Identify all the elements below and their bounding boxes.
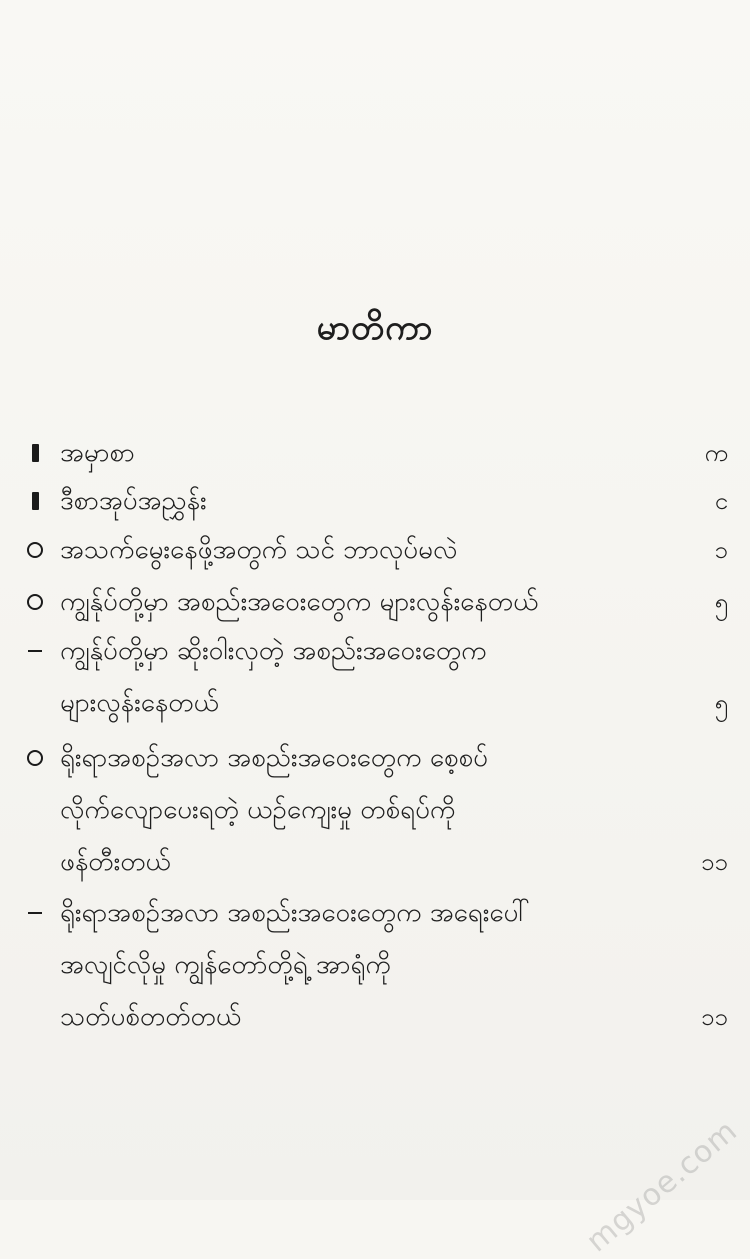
toc-entry-text: ရိုးရာအစဉ်အလာ အစည်းအဝေးတွေက အရေးပေါ်: [60, 898, 531, 928]
toc-page-number: ၁: [714, 536, 728, 564]
toc-entry-text: များလွန်းနေတယ်: [60, 688, 219, 718]
circle-bullet-icon: [22, 587, 48, 617]
toc-page-number: င: [714, 487, 728, 515]
dash-bullet-icon: [22, 898, 48, 928]
toc-entry-text: အသက်မွေးနေဖို့အတွက် သင် ဘာလုပ်မလဲ: [60, 535, 458, 565]
circle-bullet-icon: [22, 535, 48, 565]
toc-entry-text: ရိုးရာအစဉ်အလာ အစည်းအဝေးတွေက စေ့စပ်: [60, 743, 489, 773]
square-bullet-icon: [22, 438, 48, 468]
toc-entry-text: ကျွန်ုပ်တို့မှာ ဆိုးဝါးလှတဲ့ အစည်းအဝေးတွေက: [60, 636, 487, 666]
dash-bullet-icon: [22, 636, 48, 666]
toc-entry-text: အလျင်လိုမှု ကျွန်တော်တို့ရဲ့ အာရုံကို: [60, 950, 391, 980]
circle-bullet-icon: [22, 743, 48, 773]
toc-entry-text: အမှာစာ: [60, 438, 135, 468]
toc-page-number: ၁၁: [701, 1003, 728, 1031]
toc-entry-text: ဖန်တီးတယ်: [60, 847, 171, 877]
toc-page-number: က: [704, 439, 728, 467]
toc-entry-text: ဒီစာအုပ်အညွှန်း: [60, 486, 207, 516]
toc-entry-text: လိုက်လျောပေးရတဲ့ ယဉ်ကျေးမှု တစ်ရပ်ကို: [60, 795, 456, 825]
toc-entry-text: ကျွန်ုပ်တို့မှာ အစည်းအဝေးတွေက များလွန်းနေတယ်: [60, 587, 539, 617]
square-bullet-icon: [22, 486, 48, 516]
toc-page-number: ၁၁: [701, 848, 728, 876]
toc-page-number: ၅: [714, 689, 728, 717]
page-title: မာတိကာ: [316, 308, 434, 348]
watermark-text: mgyoe.com: [579, 1113, 744, 1259]
toc-entry-text: သတ်ပစ်တတ်တယ်: [60, 1002, 242, 1032]
toc-page-number: ၅: [714, 588, 728, 616]
